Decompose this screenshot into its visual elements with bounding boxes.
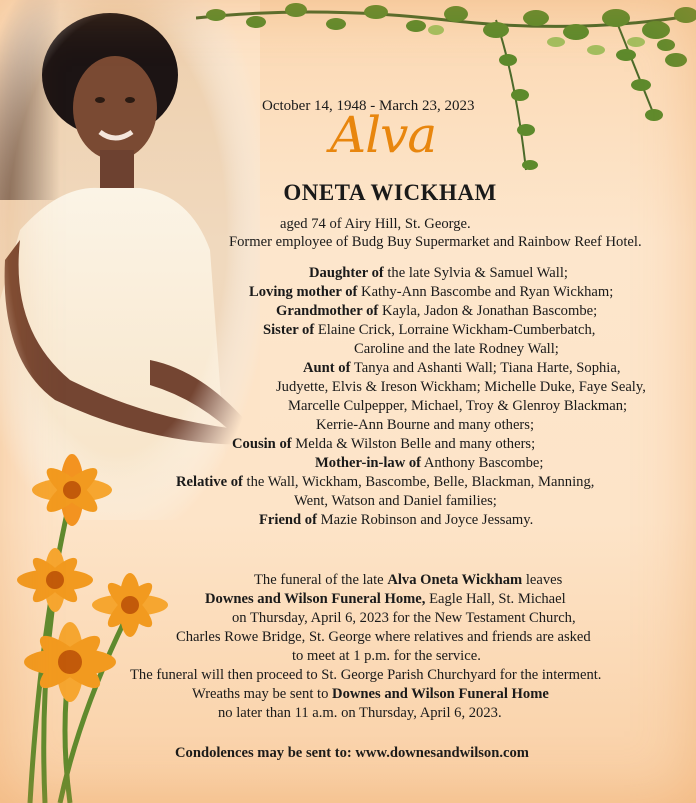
aunt-of: Aunt of Tanya and Ashanti Wall; Tiana Harte, Sophia,: [303, 360, 621, 376]
friend-of: Friend of Mazie Robinson and Joyce Jessamy.: [259, 512, 534, 528]
funeral-line-7: Wreaths may be sent to Downes and Wilson Funeral Home: [192, 686, 549, 702]
funeral-line-6: The funeral will then proceed to St. George Parish Churchyard for the interment.: [130, 667, 602, 683]
mother-in-law-of: Mother-in-law of Anthony Bascombe;: [315, 455, 544, 471]
aunt-of-cont-1: Judyette, Elvis & Ireson Wickham; Michelle Duke, Faye Sealy,: [276, 379, 646, 395]
daughter-of: Daughter of the late Sylvia & Samuel Wall;: [309, 265, 568, 281]
funeral-line-2: Downes and Wilson Funeral Home, Eagle Hall, St. Michael: [205, 591, 566, 607]
life-dates: October 14, 1948 - March 23, 2023: [262, 98, 475, 114]
sister-of: Sister of Elaine Crick, Lorraine Wickham-Cumberbatch,: [263, 322, 596, 338]
mother-of: Loving mother of Kathy-Ann Bascombe and Ryan Wickham;: [249, 284, 614, 300]
funeral-line-4: Charles Rowe Bridge, St. George where relatives and friends are asked: [176, 629, 591, 645]
condolences-line: Condolences may be sent to: www.downesandwilson.com: [175, 745, 529, 761]
employment: Former employee of Budg Buy Supermarket and Rainbow Reef Hotel.: [229, 234, 642, 250]
relative-of-cont: Went, Watson and Daniel families;: [294, 493, 497, 509]
funeral-line-1: The funeral of the late Alva Oneta Wickham leaves: [254, 572, 563, 588]
funeral-line-8: no later than 11 a.m. on Thursday, April 6, 2023.: [218, 705, 502, 721]
aunt-of-cont-3: Kerrie-Ann Bourne and many others;: [316, 417, 535, 433]
aunt-of-cont-2: Marcelle Culpepper, Michael, Troy & Glenroy Blackman;: [288, 398, 628, 414]
sister-of-cont: Caroline and the late Rodney Wall;: [354, 341, 559, 357]
full-name: ONETA WICKHAM: [283, 180, 497, 205]
first-name-script: Alva: [330, 106, 437, 164]
funeral-line-3: on Thursday, April 6, 2023 for the New Testament Church,: [232, 610, 576, 626]
grandmother-of: Grandmother of Kayla, Jadon & Jonathan Bascombe;: [276, 303, 598, 319]
age-place: aged 74 of Airy Hill, St. George.: [280, 216, 471, 232]
funeral-line-5: to meet at 1 p.m. for the service.: [292, 648, 481, 664]
relative-of: Relative of the Wall, Wickham, Bascombe, Belle, Blackman, Manning,: [176, 474, 595, 490]
cousin-of: Cousin of Melda & Wilston Belle and many others;: [232, 436, 536, 452]
